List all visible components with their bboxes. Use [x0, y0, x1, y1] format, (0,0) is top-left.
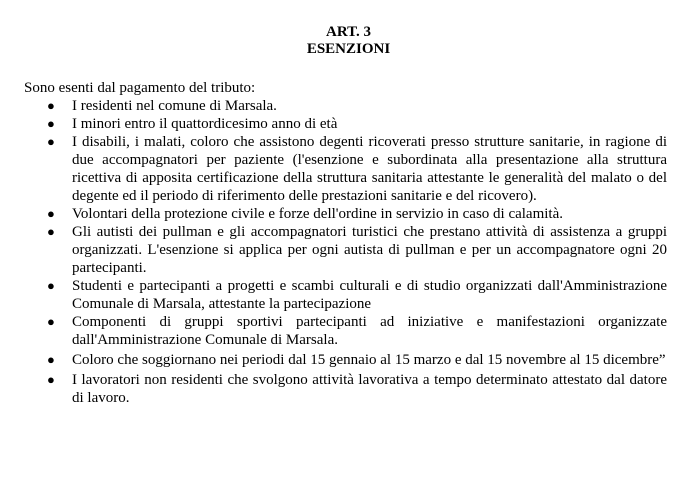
- list-item: [0, 205, 667, 223]
- bullet-icon: ●: [47, 98, 55, 113]
- bullet-icon: ●: [47, 224, 55, 239]
- list-item: [0, 277, 667, 313]
- article-number: ART. 3: [325, 24, 372, 40]
- list-item: [0, 223, 667, 277]
- bullet-icon: ●: [47, 352, 55, 367]
- bullet-icon: ●: [47, 372, 55, 387]
- intro-text: Sono esenti dal pagamento del tributo:: [24, 80, 256, 96]
- list-item-text: I residenti nel comune di Marsala.: [72, 98, 277, 114]
- list-item-text: Coloro che soggiornano nei periodi dal 15 gennaio al 15 marzo e dal 15 novembre al 15 dicembre”: [72, 352, 666, 368]
- list-item: [0, 97, 667, 115]
- list-item-text: I lavoratori non residenti che svolgono attività lavorativa a tempo determinato attestato dal datore di lavoro.: [72, 372, 667, 406]
- exemption-list: [0, 97, 697, 407]
- list-item: [0, 313, 667, 349]
- bullet-icon: ●: [47, 278, 55, 293]
- list-item-text: Volontari della protezione civile e forze dell'ordine in servizio in caso di calamità.: [72, 206, 563, 222]
- list-item: [0, 351, 667, 369]
- bullet-icon: ●: [47, 116, 55, 131]
- list-item-text: Gli autisti dei pullman e gli accompagnatori turistici che prestano attività di assistenza a gruppi organizzati. L'esenzione si applica per ogni autista di pullman e per un accompagnatore ogni 20 partecipanti.: [72, 224, 667, 276]
- bullet-icon: ●: [47, 134, 55, 149]
- article-title: ESENZIONI: [306, 41, 391, 57]
- bullet-icon: ●: [47, 206, 55, 221]
- bullet-icon: ●: [47, 314, 55, 329]
- list-item-text: I disabili, i malati, coloro che assistono degenti ricoverati presso strutture sanitarie, in ragione di due accompagnatori per paziente (l'esenzione e subordinata alla presentazione alla struttura ricettiva di apposita certificazione della struttura sanitaria attestante le generalità del malato o del degente ed il periodo di riferimento delle prestazioni sanitarie e del ricovero).: [72, 134, 667, 204]
- list-item-text: Componenti di gruppi sportivi partecipanti ad iniziative e manifestazioni organizzate dall'Amministrazione Comunale di Marsala.: [72, 314, 667, 348]
- list-item: [0, 133, 667, 205]
- list-item-text: I minori entro il quattordicesimo anno di età: [72, 116, 338, 132]
- list-item: [0, 115, 667, 133]
- list-item: [0, 371, 667, 407]
- list-item-text: Studenti e partecipanti a progetti e scambi culturali e di studio organizzati dall'Amministrazione Comunale di Marsala, attestante la partecipazione: [72, 278, 667, 312]
